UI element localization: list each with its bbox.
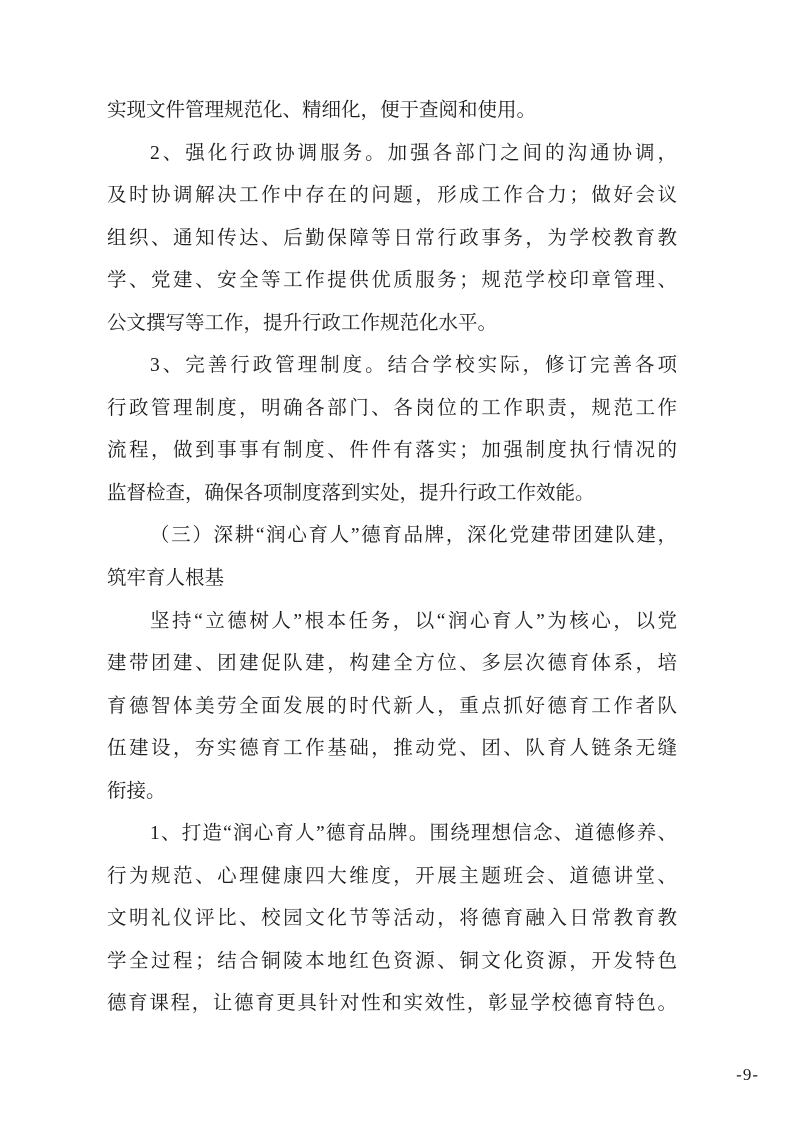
document-body — [107, 90, 677, 1026]
text-line: 组织、通知传达、后勤保障等日常行政事务，为学校教育教 — [107, 227, 677, 249]
text-line: 2、强化行政协调服务。加强各部门之间的沟通协调， — [150, 142, 677, 164]
text-line: （三）深耕“润心育人”德育品牌，深化党建带团建队建， — [150, 525, 677, 547]
text-line: 德育课程，让德育更具针对性和实效性，彰显学校德育特色。 — [107, 993, 677, 1015]
text-line: 及时协调解决工作中存在的问题，形成工作合力；做好会议 — [107, 185, 677, 207]
text-line: 公文撰写等工作，提升行政工作规范化水平。 — [107, 312, 498, 334]
text-line: 行政管理制度，明确各部门、各岗位的工作职责，规范工作 — [107, 397, 677, 419]
text-line: 坚持“立德树人”根本任务，以“润心育人”为核心，以党 — [150, 610, 677, 632]
text-line: 流程，做到事事有制度、件件有落实；加强制度执行情况的 — [107, 440, 677, 462]
text-line: 筑牢育人根基 — [107, 568, 225, 590]
text-line: 学全过程；结合铜陵本地红色资源、铜文化资源，开发特色 — [107, 950, 677, 972]
text-line: 文明礼仪评比、校园文化节等活动，将德育融入日常教育教 — [107, 908, 677, 930]
text-line: 建带团建、团建促队建，构建全方位、多层次德育体系，培 — [107, 653, 677, 675]
text-line: 1、打造“润心育人”德育品牌。围绕理想信念、道德修养、 — [150, 823, 677, 845]
text-line: 3、完善行政管理制度。结合学校实际，修订完善各项 — [150, 355, 677, 377]
text-line: 育德智体美劳全面发展的时代新人，重点抓好德育工作者队 — [107, 695, 677, 717]
text-line: 学、党建、安全等工作提供优质服务；规范学校印章管理、 — [107, 270, 677, 292]
text-line: 衔接。 — [107, 780, 166, 802]
text-line: 伍建设，夯实德育工作基础，推动党、团、队育人链条无缝 — [107, 738, 677, 760]
page-number: -9- — [736, 1065, 759, 1084]
text-line: 行为规范、心理健康四大维度，开展主题班会、道德讲堂、 — [107, 865, 677, 887]
text-line: 实现文件管理规范化、精细化，便于查阅和使用。 — [107, 100, 537, 121]
text-line: 监督检查，确保各项制度落到实处，提升行政工作效能。 — [107, 482, 595, 504]
